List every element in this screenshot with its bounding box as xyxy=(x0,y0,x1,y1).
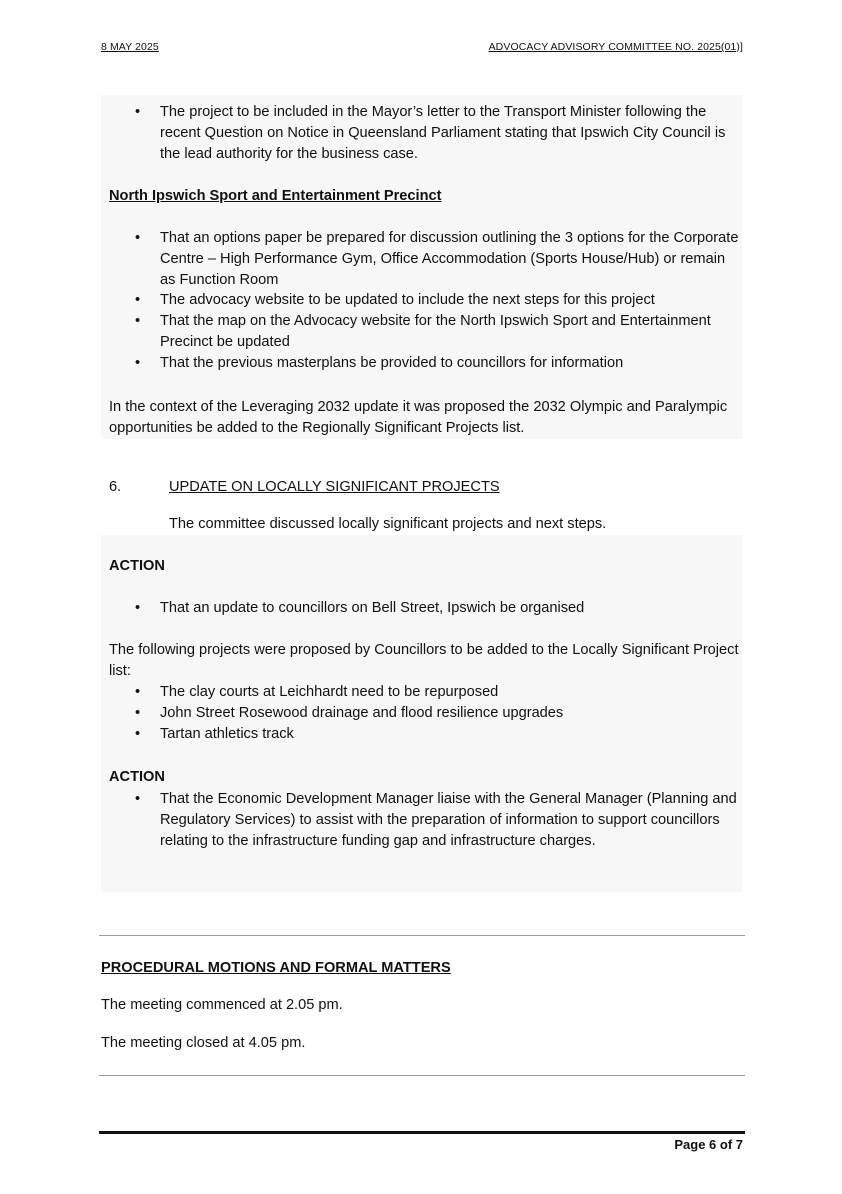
list-item: • John Street Rosewood drainage and flood resilience upgrades xyxy=(109,703,739,724)
list-item: • The advocacy website to be updated to include the next steps for this project xyxy=(109,290,739,311)
list-item: • That the Economic Development Manager liaise with the General Manager (Planning and Regulatory Services) to assist with the preparation of information to support councillors relating to the infrastructure funding gap and infrastructure charges. xyxy=(109,789,739,851)
list-item: • That the previous masterplans be provided to councillors for information xyxy=(109,353,739,374)
meeting-closed: The meeting closed at 4.05 pm. xyxy=(101,1035,306,1051)
list-item: • That an update to councillors on Bell Street, Ipswich be organised xyxy=(109,598,739,619)
section-number: 6. xyxy=(109,479,122,495)
page-number: Page 6 of 7 xyxy=(674,1137,743,1152)
meeting-commenced: The meeting commenced at 2.05 pm. xyxy=(101,997,343,1013)
divider xyxy=(99,1075,745,1076)
list-item: • That the map on the Advocacy website for the North Ipswich Sport and Entertainment Precinct be updated xyxy=(109,311,739,353)
action-heading: ACTION xyxy=(109,769,165,785)
section-intro: The committee discussed locally significant projects and next steps. xyxy=(169,516,607,532)
bullet-list-action-2 xyxy=(109,789,739,851)
bullet-list-action-1 xyxy=(109,598,739,619)
action-heading: ACTION xyxy=(109,558,165,574)
divider xyxy=(99,935,745,936)
header-committee: ADVOCACY ADVISORY COMMITTEE NO. 2025(01)] xyxy=(488,41,743,53)
paragraph-proposed-projects: The following projects were proposed by Councillors to be added to the Locally Significant Project list: xyxy=(109,642,739,679)
footer-rule xyxy=(99,1131,745,1134)
paragraph-leveraging-2032: In the context of the Leveraging 2032 update it was proposed the 2032 Olympic and Paralympic opportunities be added to the Regionally Significant Projects list. xyxy=(109,399,728,436)
list-item: • Tartan athletics track xyxy=(109,724,739,745)
list-item: • The project to be included in the Mayor’s letter to the Transport Minister following the recent Question on Notice in Queensland Parliament stating that Ipswich City Council is the lead authority for the business case. xyxy=(109,102,739,164)
section-title: UPDATE ON LOCALLY SIGNIFICANT PROJECTS xyxy=(169,479,500,495)
bullet-list-project xyxy=(109,102,739,164)
list-item: • The clay courts at Leichhardt need to be repurposed xyxy=(109,682,739,703)
list-item: • That an options paper be prepared for discussion outlining the 3 options for the Corporate Centre – High Performance Gym, Office Accommodation (Sports House/Hub) or remain as Function Room xyxy=(109,228,739,290)
procedural-heading: PROCEDURAL MOTIONS AND FORMAL MATTERS xyxy=(101,960,451,976)
header-date: 8 MAY 2025 xyxy=(101,41,159,53)
bullet-list-north-ipswich xyxy=(109,228,739,374)
section-heading-north-ipswich: North Ipswich Sport and Entertainment Precinct xyxy=(109,188,442,204)
bullet-list-projects xyxy=(109,682,739,744)
